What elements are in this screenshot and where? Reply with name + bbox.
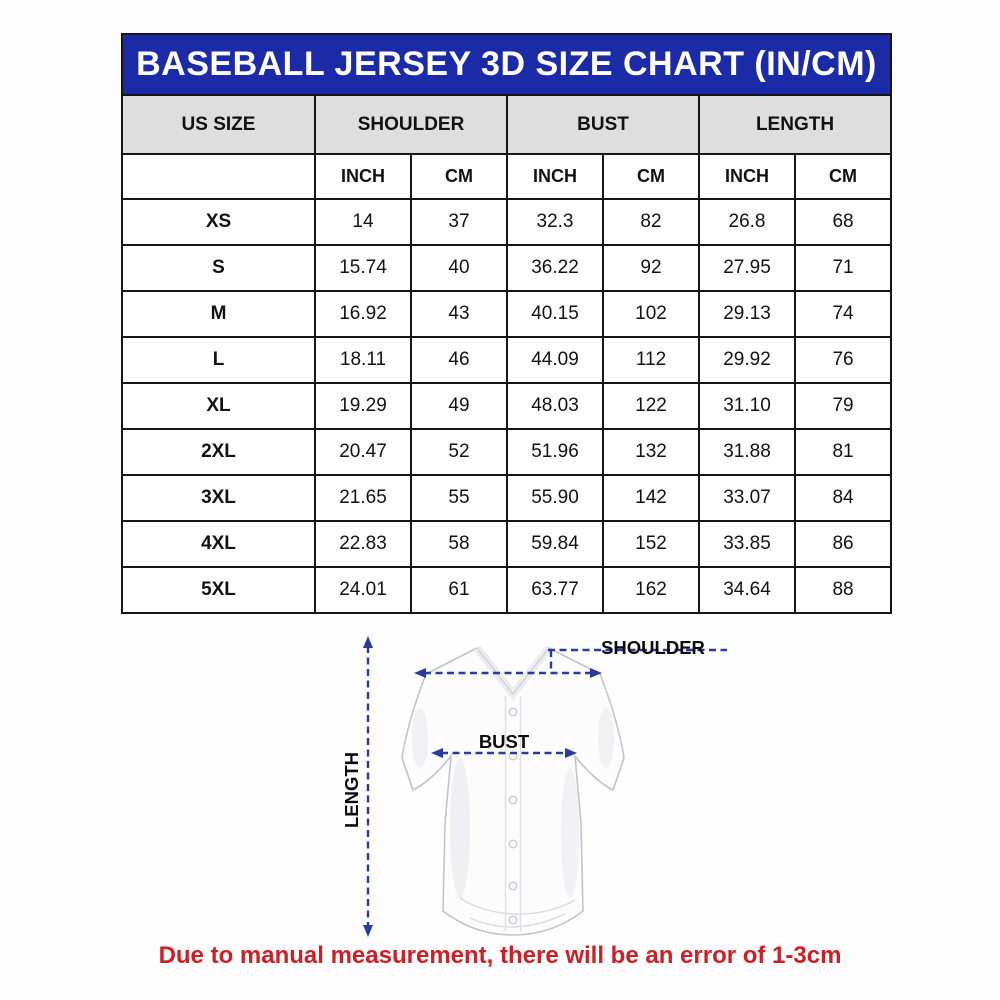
- value-cell: 58: [411, 521, 507, 567]
- value-cell: 44.09: [507, 337, 603, 383]
- jersey-measurement-diagram: [340, 628, 740, 945]
- value-cell: 76: [795, 337, 891, 383]
- size-cell: 5XL: [122, 567, 315, 613]
- unit-header: CM: [411, 154, 507, 199]
- length-arrow: [363, 636, 373, 937]
- value-cell: 20.47: [315, 429, 411, 475]
- size-cell: S: [122, 245, 315, 291]
- table-row: [122, 199, 891, 245]
- value-cell: 46: [411, 337, 507, 383]
- value-cell: 18.11: [315, 337, 411, 383]
- unit-header-empty: [122, 154, 315, 199]
- value-cell: 40.15: [507, 291, 603, 337]
- value-cell: 40: [411, 245, 507, 291]
- size-cell: L: [122, 337, 315, 383]
- table-row: [122, 475, 891, 521]
- value-cell: 88: [795, 567, 891, 613]
- col-header-us-size: US SIZE: [122, 95, 315, 154]
- value-cell: 29.13: [699, 291, 795, 337]
- column-group-row: [122, 95, 891, 154]
- measurement-disclaimer: Due to manual measurement, there will be an error of 1-3cm: [158, 942, 842, 969]
- table-row: [122, 521, 891, 567]
- value-cell: 122: [603, 383, 699, 429]
- unit-header: INCH: [507, 154, 603, 199]
- unit-header: INCH: [699, 154, 795, 199]
- value-cell: 15.74: [315, 245, 411, 291]
- value-cell: 22.83: [315, 521, 411, 567]
- unit-header: CM: [795, 154, 891, 199]
- table-row: [122, 429, 891, 475]
- value-cell: 71: [795, 245, 891, 291]
- value-cell: 37: [411, 199, 507, 245]
- size-cell: M: [122, 291, 315, 337]
- value-cell: 14: [315, 199, 411, 245]
- value-cell: 63.77: [507, 567, 603, 613]
- value-cell: 92: [603, 245, 699, 291]
- value-cell: 51.96: [507, 429, 603, 475]
- table-row: [122, 567, 891, 613]
- value-cell: 59.84: [507, 521, 603, 567]
- value-cell: 49: [411, 383, 507, 429]
- col-header-length: LENGTH: [699, 95, 891, 154]
- value-cell: 26.8: [699, 199, 795, 245]
- value-cell: 34.64: [699, 567, 795, 613]
- size-cell: 4XL: [122, 521, 315, 567]
- table-row: [122, 245, 891, 291]
- value-cell: 152: [603, 521, 699, 567]
- value-cell: 33.85: [699, 521, 795, 567]
- value-cell: 31.88: [699, 429, 795, 475]
- value-cell: 142: [603, 475, 699, 521]
- table-row: [122, 383, 891, 429]
- value-cell: 55: [411, 475, 507, 521]
- value-cell: 79: [795, 383, 891, 429]
- value-cell: 27.95: [699, 245, 795, 291]
- value-cell: 55.90: [507, 475, 603, 521]
- value-cell: 74: [795, 291, 891, 337]
- size-cell: 2XL: [122, 429, 315, 475]
- value-cell: 86: [795, 521, 891, 567]
- value-cell: 68: [795, 199, 891, 245]
- size-cell: XL: [122, 383, 315, 429]
- bust-label: BUST: [478, 731, 530, 752]
- value-cell: 32.3: [507, 199, 603, 245]
- value-cell: 82: [603, 199, 699, 245]
- value-cell: 21.65: [315, 475, 411, 521]
- value-cell: 16.92: [315, 291, 411, 337]
- value-cell: 112: [603, 337, 699, 383]
- value-cell: 61: [411, 567, 507, 613]
- col-header-bust: BUST: [507, 95, 699, 154]
- value-cell: 52: [411, 429, 507, 475]
- size-cell: XS: [122, 199, 315, 245]
- value-cell: 29.92: [699, 337, 795, 383]
- shoulder-label: SHOULDER: [601, 637, 705, 658]
- value-cell: 43: [411, 291, 507, 337]
- chart-title-row: [122, 34, 891, 95]
- size-chart-table: [121, 33, 892, 614]
- value-cell: 102: [603, 291, 699, 337]
- col-header-shoulder: SHOULDER: [315, 95, 507, 154]
- value-cell: 162: [603, 567, 699, 613]
- value-cell: 48.03: [507, 383, 603, 429]
- value-cell: 81: [795, 429, 891, 475]
- unit-header-row: [122, 154, 891, 199]
- chart-title: BASEBALL JERSEY 3D SIZE CHART (IN/CM): [122, 34, 891, 95]
- table-row: [122, 291, 891, 337]
- value-cell: 31.10: [699, 383, 795, 429]
- length-label: LENGTH: [341, 751, 362, 829]
- size-cell: 3XL: [122, 475, 315, 521]
- table-row: [122, 337, 891, 383]
- value-cell: 36.22: [507, 245, 603, 291]
- jersey-graphic: [402, 648, 624, 935]
- unit-header: INCH: [315, 154, 411, 199]
- value-cell: 19.29: [315, 383, 411, 429]
- value-cell: 33.07: [699, 475, 795, 521]
- value-cell: 24.01: [315, 567, 411, 613]
- value-cell: 84: [795, 475, 891, 521]
- value-cell: 132: [603, 429, 699, 475]
- unit-header: CM: [603, 154, 699, 199]
